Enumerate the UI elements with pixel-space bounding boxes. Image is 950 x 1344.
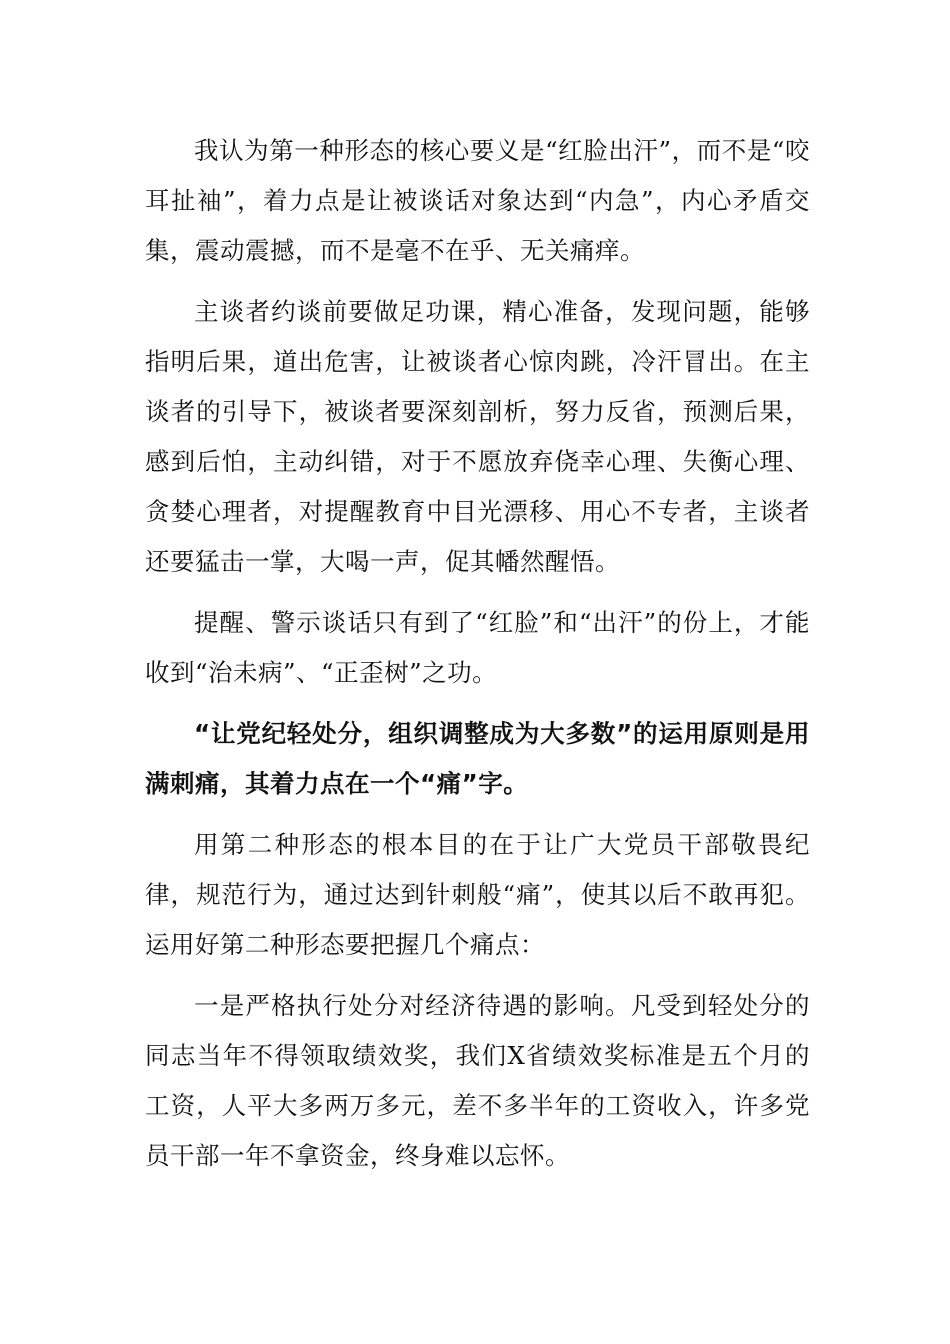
paragraph-economic-impact: 一是严格执行处分对经济待遇的影响。凡受到轻处分的同志当年不得领取绩效奖，我们X省绩效奖标准是五个月的工资，人平大多两万多元，差不多半年的工资收入，许多党员干部一年不拿资金，终身难以忘怀。 [145, 991, 810, 1170]
paragraph-second-form-purpose: 用第二种形态的根本目的在于让广大党员干部敬畏纪律，规范行为，通过达到针刺般“痛”，使其以后不敢再犯。运用好第二种形态要把握几个痛点： [145, 830, 810, 959]
document-page [145, 126, 810, 1192]
section-heading: “让党纪轻处分，组织调整成为大多数”的运用原则是用满刺痛，其着力点在一个“痛”字。 [145, 719, 810, 798]
paragraph-first-form-core: 我认为第一种形态的核心要义是“红脸出汗”，而不是“咬耳扯袖”，着力点是让被谈话对象达到“内急”，内心矛盾交集，震动震撼，而不是毫不在乎、无关痛痒。 [145, 136, 810, 265]
paragraph-warning-talk: 提醒、警示谈话只有到了“红脸”和“出汗”的份上，才能收到“治未病”、“正歪树”之功。 [145, 608, 810, 687]
paragraph-preparation: 主谈者约谈前要做足功课，精心准备，发现问题，能够指明后果，道出危害，让被谈者心惊肉跳，冷汗冒出。在主谈者的引导下，被谈者要深刻剖析，努力反省，预测后果，感到后怕，主动纠错，对于不愿放弃侥幸心理、失衡心理、贪婪心理者，对提醒教育中目光漂移、用心不专者，主谈者还要猛击一掌，大喝一声，促其幡然醒悟。 [145, 297, 810, 576]
